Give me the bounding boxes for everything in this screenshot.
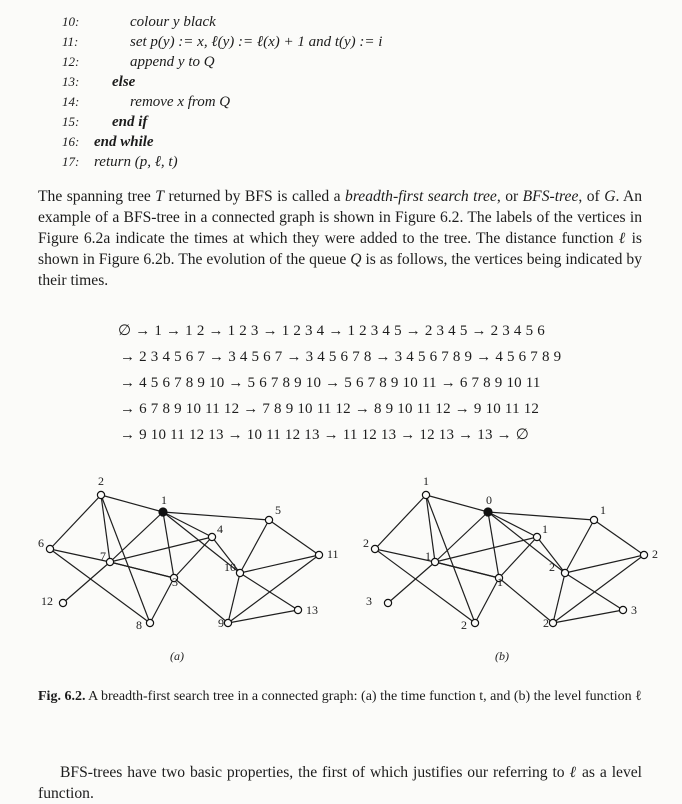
paragraph-bfs-tree <box>38 186 642 291</box>
edge-a <box>63 562 110 603</box>
vertex-b <box>471 619 478 626</box>
edge-a <box>163 512 212 537</box>
edge-a <box>269 520 319 555</box>
edge-b <box>499 537 537 578</box>
text: as a level function. <box>38 764 642 802</box>
line-number: 16: <box>62 134 80 149</box>
edge-b <box>375 495 426 549</box>
vertex-time-label: 10 <box>224 560 236 574</box>
line-number: 14: <box>62 94 80 109</box>
vertex-a <box>265 516 272 523</box>
edge-b <box>426 495 488 512</box>
line-code <box>94 132 154 152</box>
vertex-level-label: 3 <box>631 603 637 617</box>
line-code <box>112 72 135 92</box>
vertex-a <box>315 551 322 558</box>
edge-b <box>553 610 623 623</box>
algorithm-line <box>62 52 622 72</box>
vertex-a <box>59 599 66 606</box>
vertex-time-label: 8 <box>136 618 142 632</box>
math-Q: Q <box>350 251 362 268</box>
code-text: colour <box>130 14 173 30</box>
keyword: end if <box>112 114 148 130</box>
edge-a <box>163 512 174 578</box>
edge-a <box>228 610 298 623</box>
text: . An example of a BFS-tree in a connected graph is shown in Figure 6.2. The labels of the vertices in Figure 6.2a indicate the times at which they were added to the tree. The distance function <box>38 188 643 247</box>
edge-b <box>488 512 594 520</box>
vertex-level-label: 2 <box>549 560 555 574</box>
line-number: 15: <box>62 114 80 129</box>
edge-a <box>101 495 163 512</box>
text: BFS-trees have two basic properties, the first of which justifies our referring to <box>60 764 570 781</box>
vertex-a <box>224 619 231 626</box>
edge-b <box>565 520 594 573</box>
algorithm-line <box>62 112 622 132</box>
math-G: G <box>604 188 616 205</box>
vertex-b <box>549 619 556 626</box>
figure-6-2 <box>38 474 658 680</box>
algorithm-line <box>62 132 622 152</box>
caption-label: Fig. 6.2. <box>38 689 86 704</box>
vertex-time-label: 13 <box>306 603 318 617</box>
vertex-time-label: 3 <box>172 575 178 589</box>
queue-line: ∅ → 1 → 1 2 → 1 2 3 → 1 2 3 4 → 1 2 3 4 5 → 2 3 4 5 → 2 3 4 5 6 <box>118 323 545 339</box>
vertex-time-label: 4 <box>217 522 223 536</box>
vertex-a <box>208 533 215 540</box>
algorithm-line <box>62 12 622 32</box>
vertex-b <box>561 569 568 576</box>
vertex-b <box>484 508 492 516</box>
edge-b <box>435 562 499 578</box>
vertex-b <box>371 545 378 552</box>
code-text: black <box>179 14 216 30</box>
algorithm-line <box>62 72 622 92</box>
text: , or <box>496 188 523 205</box>
vertex-time-label: 5 <box>275 503 281 517</box>
line-number: 11: <box>62 34 79 49</box>
code-text: return (p, ℓ, t) <box>94 154 178 170</box>
queue-evolution <box>118 318 598 448</box>
line-number: 12: <box>62 54 80 69</box>
vertex-time-label: 2 <box>98 474 104 488</box>
edge-b <box>488 512 537 537</box>
vertex-level-label: 1 <box>423 474 429 488</box>
vertex-a <box>106 558 113 565</box>
edge-b <box>435 537 537 562</box>
vertex-level-label: 2 <box>363 536 369 550</box>
vertex-level-label: 1 <box>497 575 503 589</box>
edge-b <box>435 512 488 562</box>
edge-a <box>110 512 163 562</box>
vertex-a <box>46 545 53 552</box>
text: , of <box>578 188 605 205</box>
algorithm-line <box>62 92 622 112</box>
vertex-time-label: 1 <box>161 493 167 507</box>
vertex-a <box>146 619 153 626</box>
edge-b <box>488 512 499 578</box>
line-number: 10: <box>62 14 80 29</box>
subfigure-label-b: (b) <box>495 649 509 663</box>
line-number: 17: <box>62 154 80 169</box>
vertex-level-label: 1 <box>542 522 548 536</box>
vertex-a <box>97 491 104 498</box>
text: is shown in Figure 6.2b. The evolution of the queue <box>38 230 642 268</box>
code-text: set p(y) := x, ℓ(y) := ℓ(x) + 1 and t(y) := i <box>130 34 383 50</box>
queue-line: → 4 5 6 7 8 9 10 → 5 6 7 8 9 10 → 5 6 7 8 9 10 11 → 6 7 8 9 10 11 <box>120 375 541 391</box>
vertex-time-label: 9 <box>218 616 224 630</box>
edge-a <box>110 562 174 578</box>
edge-b <box>594 520 644 555</box>
algorithm-line <box>62 32 622 52</box>
edge-a <box>240 573 298 610</box>
vertex-level-label: 2 <box>543 616 549 630</box>
term-breadth-first-search-tree: breadth-first search tree <box>345 188 497 205</box>
edge-a <box>150 578 174 623</box>
code-text: y <box>172 14 180 30</box>
term-bfs-tree: BFS-tree <box>522 188 579 205</box>
line-code <box>130 12 216 32</box>
vertex-time-label: 6 <box>38 536 44 550</box>
line-number: 13: <box>62 74 80 89</box>
vertex-b <box>431 558 438 565</box>
line-code <box>94 152 178 172</box>
vertex-level-label: 1 <box>425 549 431 563</box>
algorithm-line <box>62 152 622 172</box>
edge-a <box>240 520 269 573</box>
algorithm-listing <box>62 12 622 172</box>
vertex-time-label: 12 <box>41 594 53 608</box>
code-text: append y to Q <box>130 54 215 70</box>
line-code <box>130 92 230 112</box>
vertex-time-label: 11 <box>327 547 339 561</box>
vertex-b <box>640 551 647 558</box>
edge-a <box>174 537 212 578</box>
vertex-level-label: 0 <box>486 493 492 507</box>
text: is as follows, the vertices being indicated by their times. <box>38 251 642 289</box>
vertex-level-label: 2 <box>652 547 658 561</box>
text: The spanning tree <box>38 188 156 205</box>
paragraph-bfs-properties <box>38 762 642 804</box>
vertex-time-label: 7 <box>100 549 106 563</box>
vertex-b <box>619 606 626 613</box>
math-T: T <box>155 188 164 205</box>
vertex-a <box>294 606 301 613</box>
queue-line: → 2 3 4 5 6 7 → 3 4 5 6 7 → 3 4 5 6 7 8 → 3 4 5 6 7 8 9 → 4 5 6 7 8 9 <box>120 349 562 365</box>
queue-line: → 9 10 11 12 13 → 10 11 12 13 → 11 12 13 → 12 13 → 13 → ∅ <box>120 427 530 443</box>
keyword: end while <box>94 134 154 150</box>
vertex-level-label: 3 <box>366 594 372 608</box>
line-code <box>112 112 147 132</box>
vertex-b <box>384 599 391 606</box>
edge-a <box>50 495 101 549</box>
caption-text: A breadth-first search tree in a connected graph: (a) the time function t, and (b) the level function ℓ <box>85 689 642 704</box>
figure-caption <box>38 686 642 707</box>
code-text: remove x from Q <box>130 94 231 110</box>
text: returned by BFS is called a <box>163 188 346 205</box>
vertex-b <box>590 516 597 523</box>
subfigure-label-a: (a) <box>170 649 184 663</box>
edge-b <box>388 562 435 603</box>
queue-line: → 6 7 8 9 10 11 12 → 7 8 9 10 11 12 → 8 9 10 11 12 → 9 10 11 12 <box>120 401 540 417</box>
edge-b <box>565 573 623 610</box>
line-code <box>130 32 382 52</box>
vertex-b <box>422 491 429 498</box>
bfs-tree-figure <box>38 474 658 675</box>
line-code <box>130 52 215 72</box>
math-ell: ℓ <box>569 764 578 781</box>
vertex-a <box>159 508 167 516</box>
edge-a <box>163 512 269 520</box>
keyword: else <box>112 74 136 90</box>
edge-a <box>110 537 212 562</box>
vertex-a <box>236 569 243 576</box>
vertex-level-label: 2 <box>461 618 467 632</box>
math-ell: ℓ <box>618 230 627 247</box>
vertex-b <box>533 533 540 540</box>
edge-b <box>475 578 499 623</box>
vertex-level-label: 1 <box>600 503 606 517</box>
